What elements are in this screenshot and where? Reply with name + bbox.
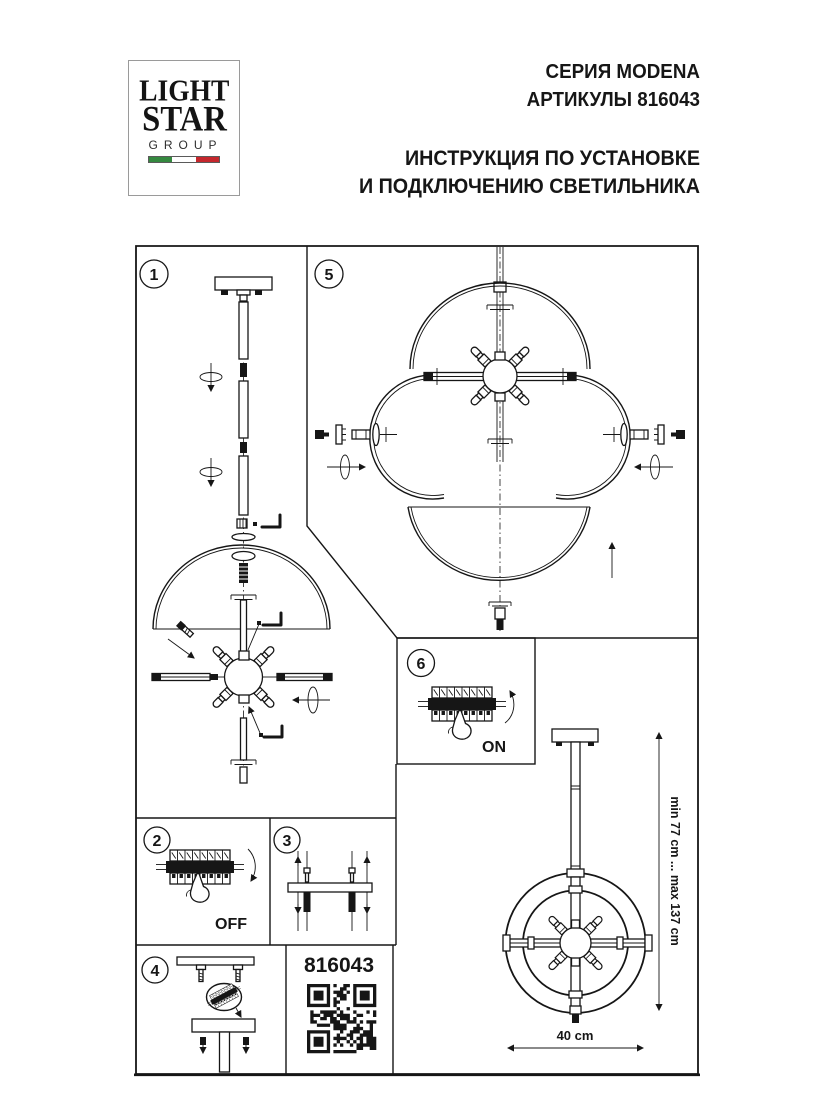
- instruction-title-line2: И ПОДКЛЮЧЕНИЮ СВЕТИЛЬНИКА: [358, 175, 700, 198]
- off-label: OFF: [215, 916, 247, 933]
- step-5-number: 5: [324, 267, 334, 284]
- step-6-number: 6: [416, 656, 426, 673]
- assembled-fixture-drawing: [503, 729, 682, 1048]
- hex-key-icon: [263, 613, 281, 625]
- step-3-drawing: [288, 851, 372, 931]
- step-5-drawing: [315, 247, 685, 633]
- logo-word-group: GROUP: [148, 138, 223, 152]
- width-dimension-label: 40 cm: [556, 1028, 594, 1043]
- side-screw-assembly: [603, 424, 685, 446]
- articles-title: АРТИКУЛЫ 816043: [526, 89, 700, 111]
- article-panel: [304, 954, 376, 1053]
- article-code-label: 816043: [303, 954, 375, 977]
- hex-key-icon: [262, 515, 280, 527]
- series-title: СЕРИЯ MODENA: [545, 61, 700, 83]
- switch-down-arrow-icon: [248, 849, 255, 881]
- screw-icon: [197, 965, 206, 982]
- instruction-title-line1: ИНСТРУКЦИЯ ПО УСТАНОВКЕ: [404, 147, 700, 170]
- height-dimension-label: min 77 cm ... max 137 cm: [668, 796, 682, 946]
- logo-word-star: STAR: [141, 97, 227, 139]
- rotate-arrow-icon: [200, 458, 222, 486]
- step-6-drawing: [418, 687, 514, 756]
- rotate-arrow-icon: [635, 455, 673, 479]
- step-3-number: 3: [282, 833, 292, 850]
- step-1-drawing: [152, 277, 332, 783]
- terminal-block-icon: [204, 981, 243, 1011]
- side-screw-assembly: [315, 424, 397, 446]
- step-2-number: 2: [152, 833, 162, 850]
- step-4-drawing: [177, 957, 255, 1072]
- step-1-number: 1: [149, 267, 159, 284]
- on-label: ON: [482, 739, 506, 756]
- screw-icon: [234, 965, 243, 982]
- rotate-arrow-icon: [200, 363, 222, 391]
- switch-up-arrow-icon: [505, 691, 514, 723]
- hex-key-icon: [264, 726, 282, 737]
- step-4-number: 4: [150, 963, 160, 980]
- logo-word-light: LIGHT: [138, 72, 230, 108]
- rotate-arrow-icon: [327, 455, 365, 479]
- rotate-arrow-icon: [293, 687, 330, 713]
- qr-code: [307, 984, 376, 1053]
- step-2-drawing: [156, 849, 255, 933]
